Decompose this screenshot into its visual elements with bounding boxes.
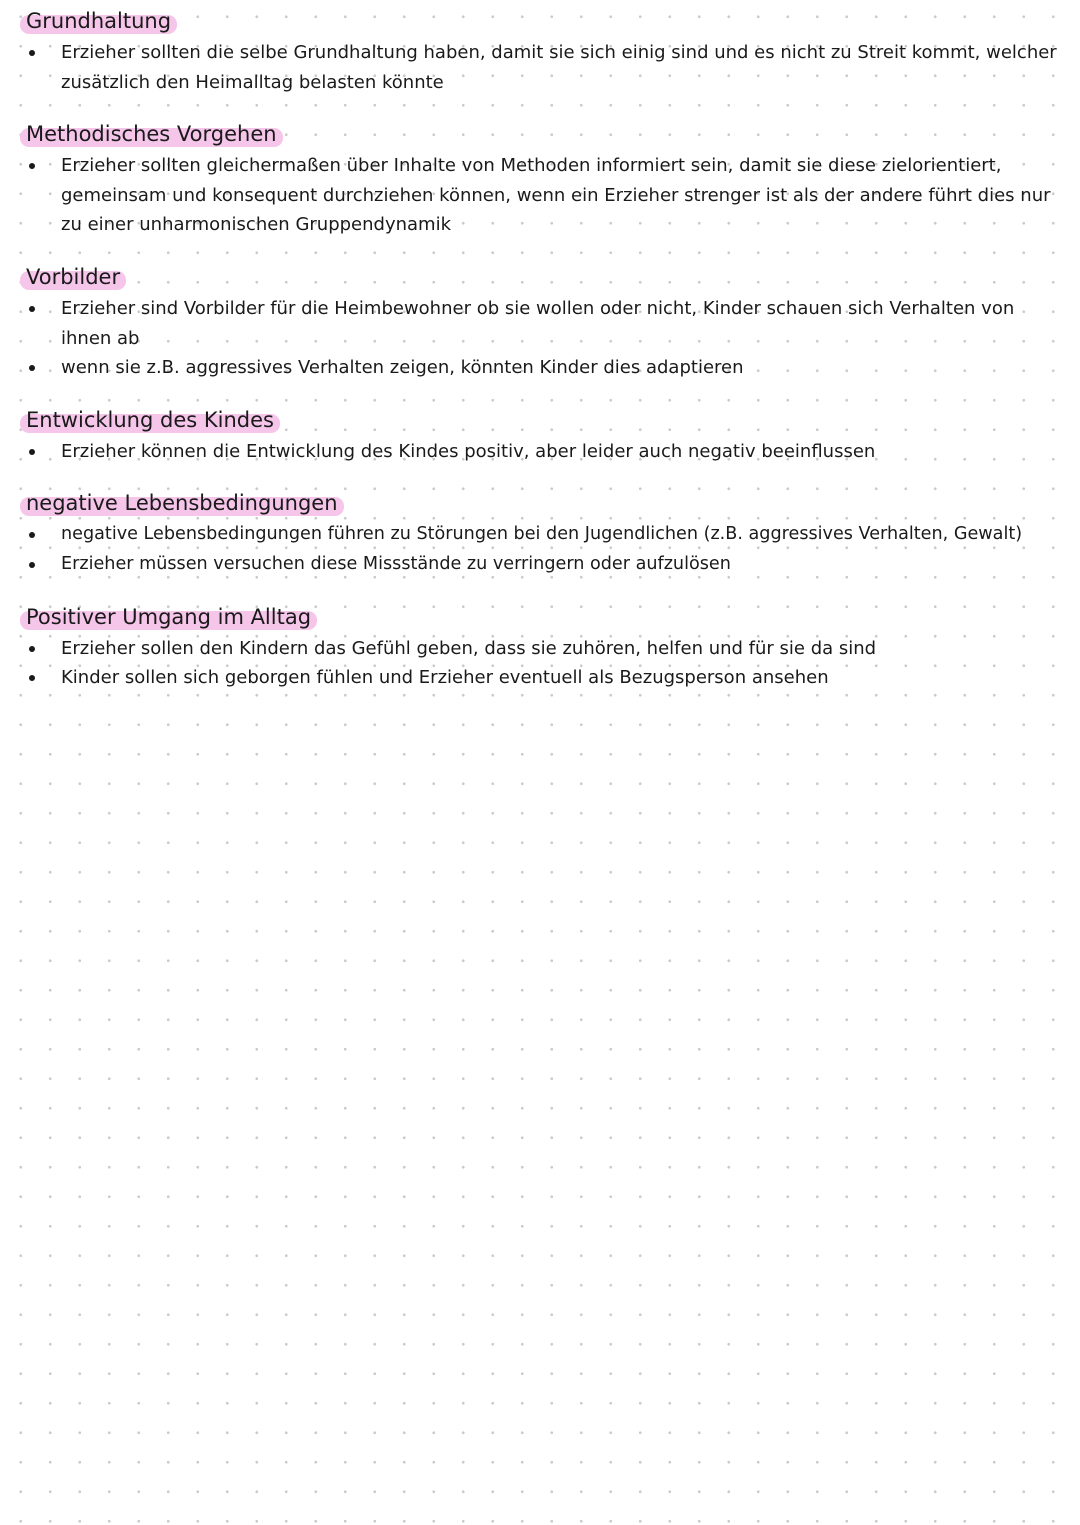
list-item: Erzieher sollen den Kindern das Gefühl geben, dass sie zuhören, helfen und für sie da sind: [0, 634, 1080, 664]
bullet-list: [0, 294, 1080, 383]
list-item: Erzieher können die Entwicklung des Kindes positiv, aber leider auch negativ beeinflussen: [0, 437, 1080, 467]
section-positiver-umgang: [0, 602, 1080, 693]
list-item: Kinder sollen sich geborgen fühlen und Erzieher eventuell als Bezugsperson ansehen: [0, 663, 1080, 693]
bullet-list: [0, 437, 1080, 467]
list-item: Erzieher sollten die selbe Grundhaltung haben, damit sie sich einig sind und es nicht zu Streit kommt, welcher zusätzlich den Heimalltag belasten könnte: [0, 38, 1080, 97]
section-heading: Entwicklung des Kindes: [26, 405, 274, 435]
section-negative-lebensbedingungen: [0, 488, 1080, 579]
section-heading: Vorbilder: [26, 262, 120, 292]
list-item: Erzieher sind Vorbilder für die Heimbewohner ob sie wollen oder nicht, Kinder schauen sich Verhalten von ihnen ab: [0, 294, 1080, 353]
notes-page: [0, 6, 1080, 715]
section-heading: Methodisches Vorgehen: [26, 119, 277, 149]
list-item: negative Lebensbedingungen führen zu Störungen bei den Jugendlichen (z.B. aggressives Verhalten, Gewalt): [0, 520, 1080, 550]
list-item: Erzieher sollten gleichermaßen über Inhalte von Methoden informiert sein, damit sie diese zielorientiert, gemeinsam und konsequent durchziehen können, wenn ein Erzieher strenger ist als der andere führt dies nur zu einer unharmonischen Gruppendynamik: [0, 151, 1080, 240]
section-heading: Positiver Umgang im Alltag: [26, 602, 311, 632]
section-heading: negative Lebensbedingungen: [26, 488, 338, 518]
list-item: Erzieher müssen versuchen diese Missstände zu verringern oder aufzulösen: [0, 550, 1080, 580]
bullet-list: [0, 151, 1080, 240]
section-methodisches-vorgehen: [0, 119, 1080, 240]
bullet-list: [0, 38, 1080, 97]
bullet-list: [0, 520, 1080, 579]
section-vorbilder: [0, 262, 1080, 383]
section-heading: Grundhaltung: [26, 6, 171, 36]
bullet-list: [0, 634, 1080, 693]
section-entwicklung-des-kindes: [0, 405, 1080, 467]
section-grundhaltung: [0, 6, 1080, 97]
list-item: wenn sie z.B. aggressives Verhalten zeigen, könnten Kinder dies adaptieren: [0, 353, 1080, 383]
